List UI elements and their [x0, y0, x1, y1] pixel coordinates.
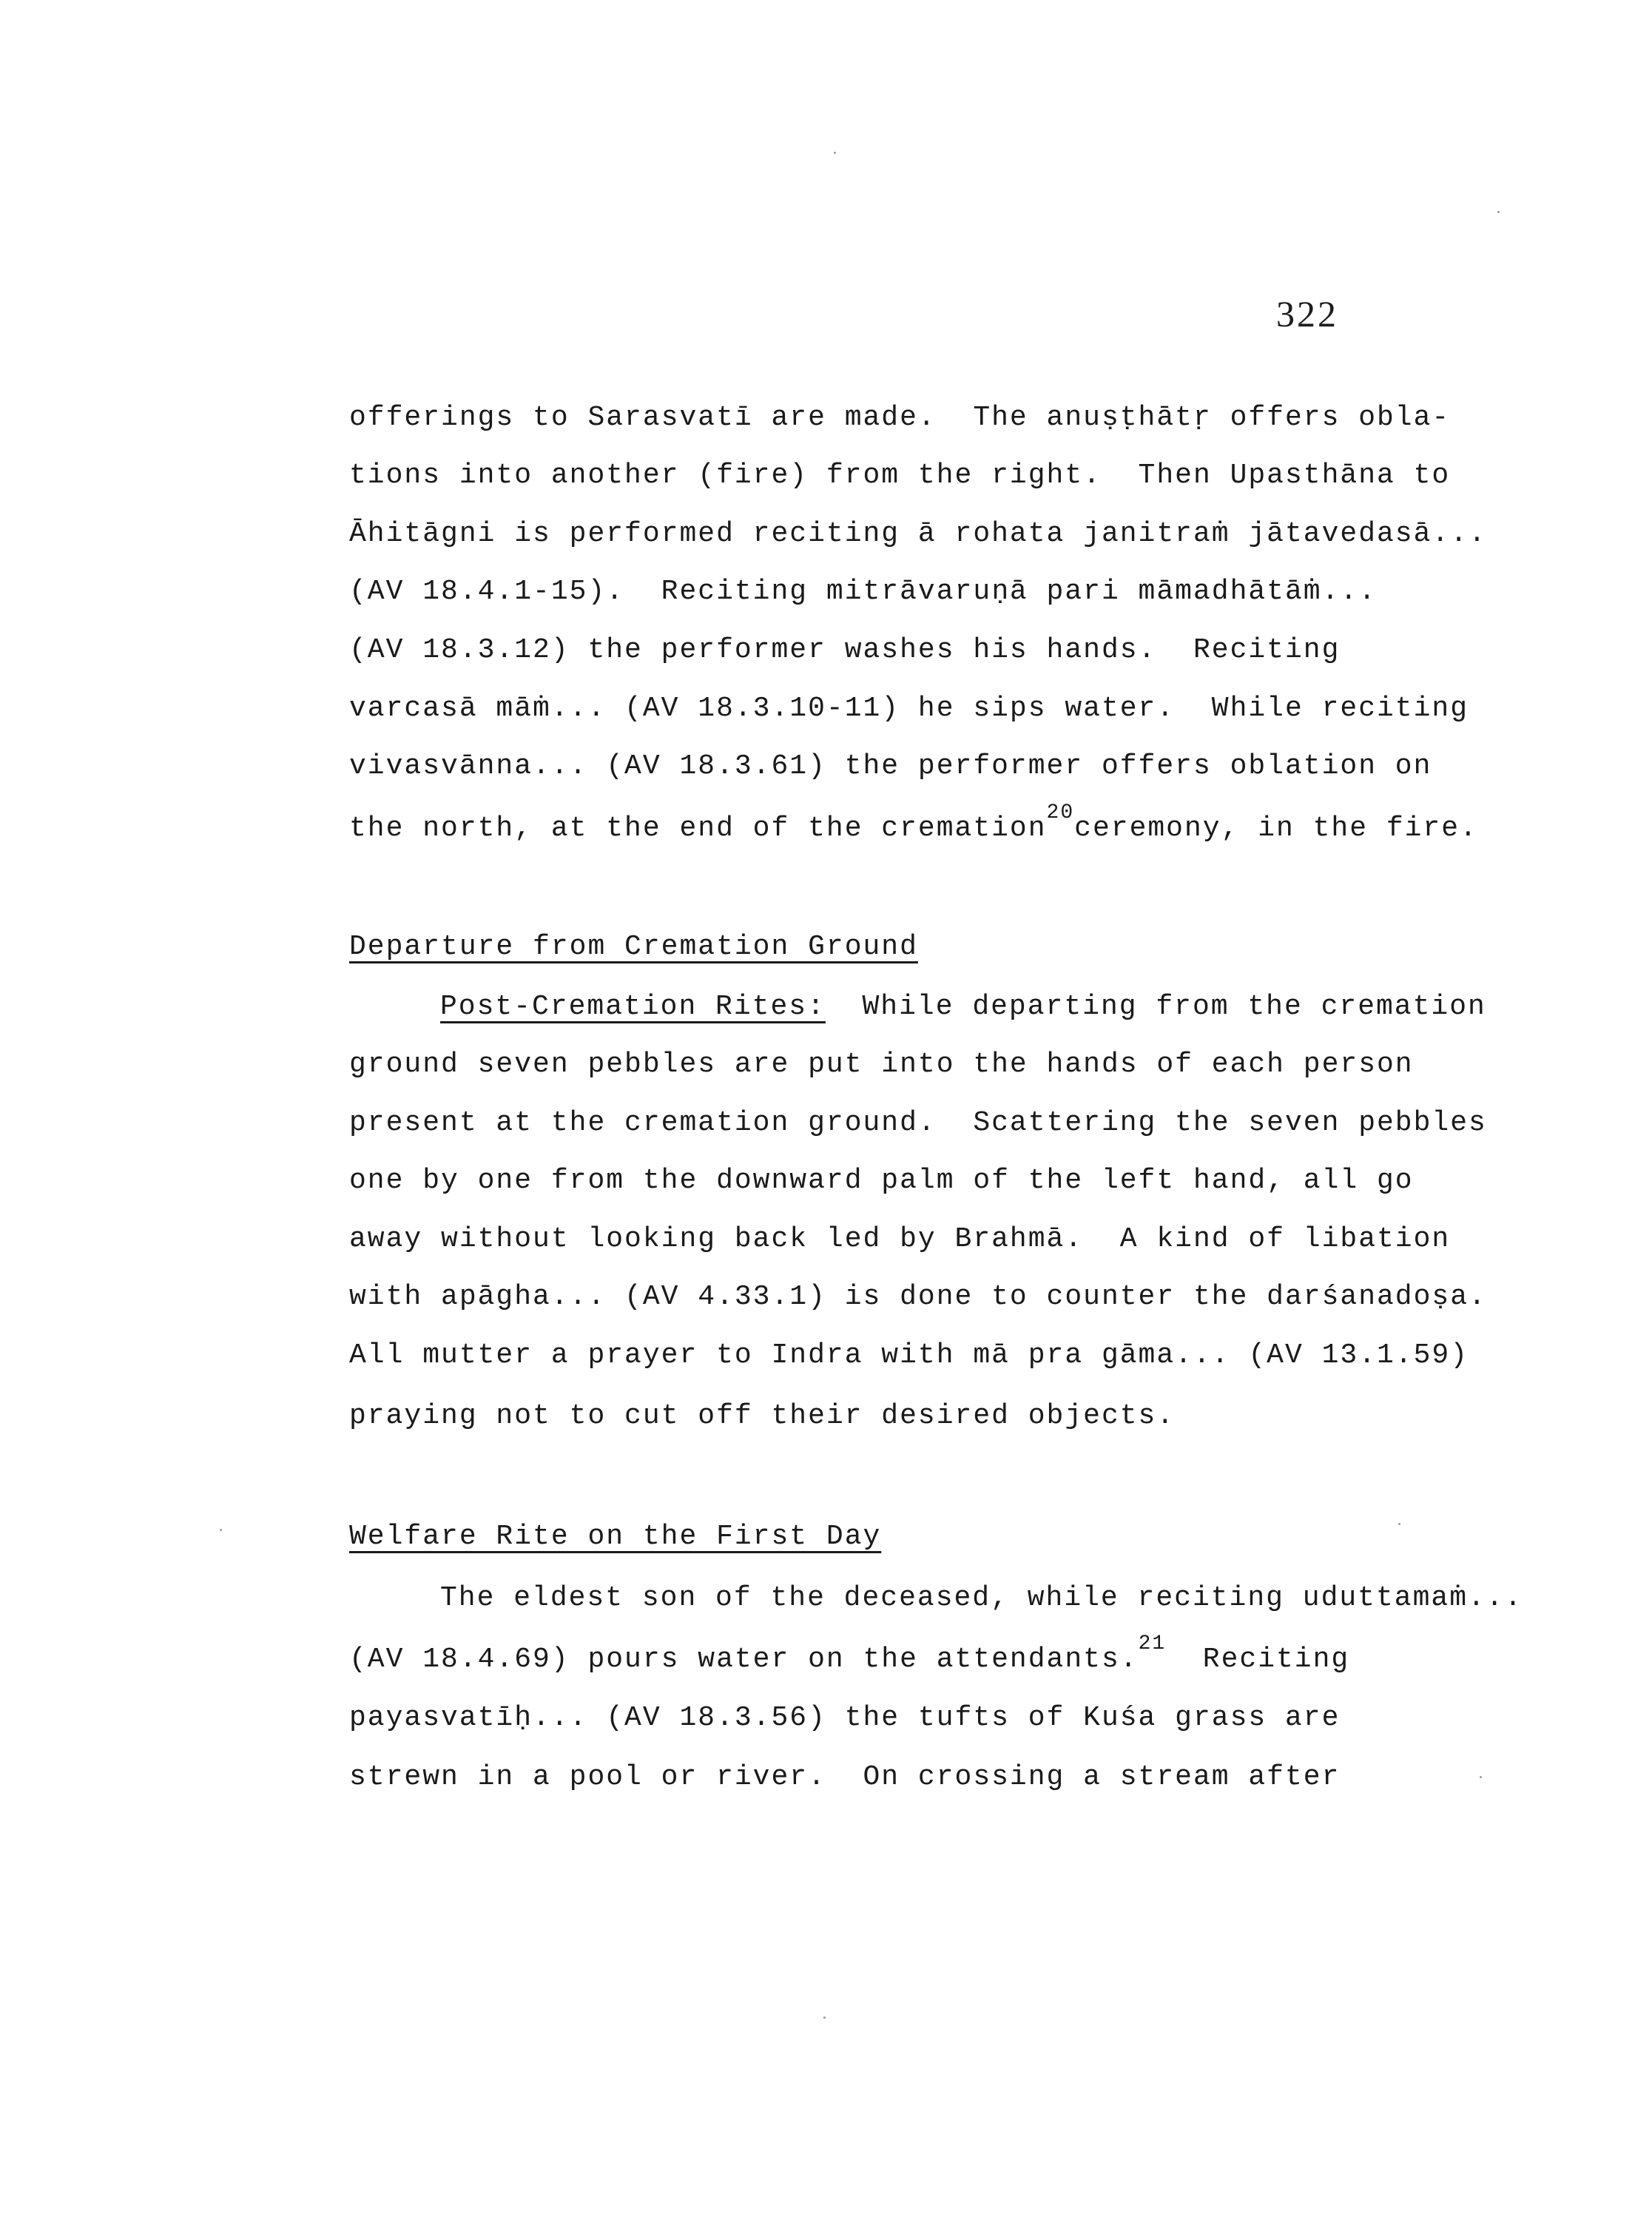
text-line: offerings to Sarasvatī are made. The anuṣṭhātṛ offers obla-	[349, 402, 1451, 434]
section-heading: Departure from Cremation Ground	[349, 931, 918, 963]
text-line: (AV 18.3.12) the performer washes his hands. Reciting	[349, 634, 1341, 666]
subheading: Post-Cremation Rites:	[440, 991, 826, 1023]
text-fragment: While departing from the cremation	[825, 991, 1486, 1023]
footnote-marker-21: 21	[1138, 1632, 1167, 1655]
text-line: vivasvānna... (AV 18.3.61) the performer offers oblation on	[349, 750, 1432, 782]
text-line: strewn in a pool or river. On crossing a stream after	[349, 1761, 1341, 1793]
page-number: 322	[1276, 293, 1338, 334]
scan-speck	[1480, 1776, 1482, 1778]
footnote-marker-20: 20	[1046, 801, 1075, 824]
text-fragment: the north, at the end of the cremation	[349, 813, 1047, 844]
text-line: varcasā māṁ... (AV 18.3.10-11) he sips water. While reciting	[349, 693, 1469, 724]
text-line	[349, 1632, 1350, 1678]
text-line: Āhitāgni is performed reciting ā rohata janitraṁ jātavedasā...	[349, 518, 1487, 550]
text-line: one by one from the downward palm of the left hand, all go	[349, 1165, 1414, 1197]
text-line	[349, 801, 1478, 847]
text-line: present at the cremation ground. Scattering the seven pebbles	[349, 1107, 1487, 1139]
text-line: (AV 18.4.1-15). Reciting mitrāvaruṇā pari māmadhātāṁ...	[349, 576, 1378, 608]
text-line: away without looking back led by Brahmā. A kind of libation	[349, 1223, 1451, 1255]
text-line	[440, 989, 1486, 1026]
text-fragment: Reciting	[1166, 1644, 1350, 1675]
scan-speck	[823, 2016, 826, 2019]
scan-speck	[1497, 211, 1500, 213]
scan-speck	[220, 1529, 222, 1531]
text-line: ground seven pebbles are put into the hands of each person	[349, 1049, 1414, 1080]
text-line: payasvatīḥ... (AV 18.3.56) the tufts of Kuśa grass are	[349, 1702, 1341, 1734]
text-line: tions into another (fire) from the right. Then Upasthāna to	[349, 460, 1451, 491]
text-fragment: ceremony, in the fire.	[1074, 813, 1478, 844]
text-line: All mutter a prayer to Indra with mā pra gāma... (AV 13.1.59)	[349, 1339, 1469, 1371]
section-heading: Welfare Rite on the First Day	[349, 1521, 882, 1553]
text-line: with apāgha... (AV 4.33.1) is done to counter the darśanadoṣa.	[349, 1281, 1487, 1313]
text-line: praying not to cut off their desired objects.	[349, 1400, 1176, 1432]
text-fragment: (AV 18.4.69) pours water on the attendants.	[349, 1644, 1139, 1675]
text-line: The eldest son of the deceased, while reciting uduttamaṁ...	[440, 1582, 1523, 1614]
scan-speck	[1398, 1523, 1400, 1525]
scan-speck	[834, 152, 836, 154]
